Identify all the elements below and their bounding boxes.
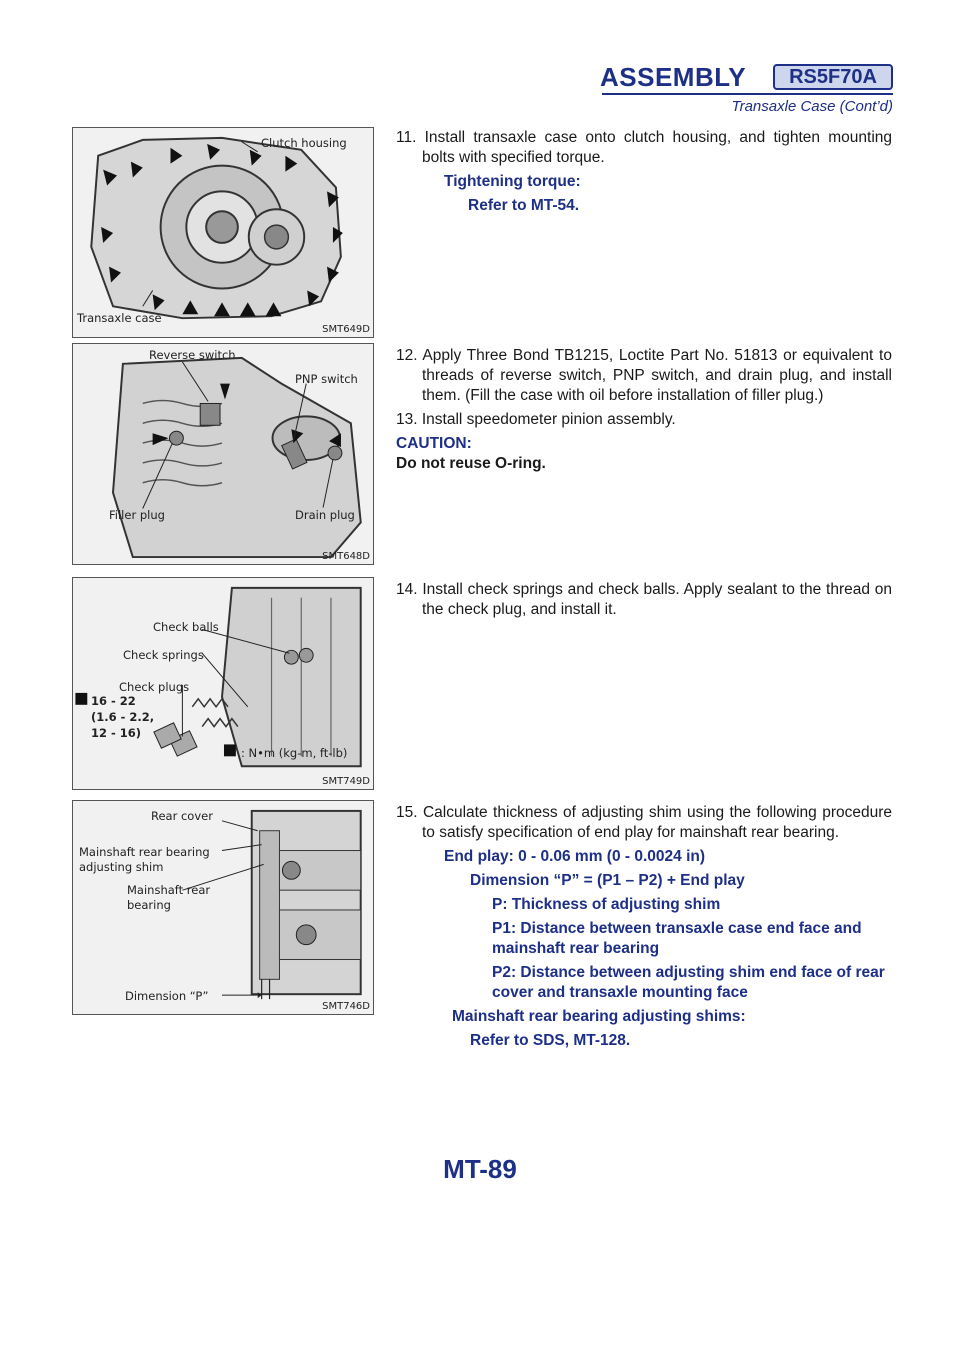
label-adjusting-shim-2: adjusting shim	[79, 860, 164, 874]
label-dimension-p: Dimension “P”	[125, 989, 209, 1003]
step-13-text: 13. Install speedometer pinion assembly.	[396, 411, 676, 428]
step-11-spec-value: Refer to MT-54.	[468, 197, 580, 214]
dimension-p-formula: Dimension “P” = (P1 – P2) + End play	[470, 872, 745, 889]
shims-label: Mainshaft rear bearing adjusting shims:	[452, 1008, 746, 1025]
page-header	[0, 60, 960, 116]
label-reverse-switch: Reverse switch	[149, 348, 236, 362]
label-pnp-switch: PNP switch	[295, 372, 358, 386]
label-transaxle-case: Transaxle case	[77, 311, 162, 325]
step-12-text: 12. Apply Three Bond TB1215, Loctite Part No. 51813 or equivalent to threads of reverse switch, PNP switch, and drain plug, and install them. (Fill the case with oil before installation of filler plug.)	[396, 347, 892, 404]
rear-bearing-shim-illustration	[73, 801, 373, 1014]
label-filler-plug: Filler plug	[109, 508, 165, 522]
section-subtitle: Transaxle Case (Cont’d)	[731, 98, 893, 115]
torque-spec-line-2: (1.6 - 2.2,	[91, 710, 155, 724]
p-definition: P: Thickness of adjusting shim	[492, 896, 721, 913]
transaxle-case-illustration	[73, 128, 373, 337]
model-code-badge: RS5F70A	[773, 64, 893, 90]
section-title: ASSEMBLY	[600, 62, 747, 92]
p2-definition: P2: Distance between adjusting shim end face of rear cover and transaxle mounting face	[492, 964, 885, 1001]
label-check-balls: Check balls	[153, 620, 219, 634]
torque-spec-line-1: 16 - 22	[91, 694, 136, 708]
figure-transaxle-case	[72, 127, 374, 338]
figure-code: SMT649D	[322, 324, 370, 335]
label-rear-cover: Rear cover	[151, 809, 213, 823]
figure-code: SMT749D	[322, 776, 370, 787]
step-14-text: 14. Install check springs and check balls. Apply sealant to the thread on the check plug, and install it.	[396, 581, 892, 618]
step-12-13-block	[396, 346, 892, 474]
step-14-block	[396, 580, 892, 624]
step-11-block	[396, 128, 892, 220]
step-11-text: 11. Install transaxle case onto clutch housing, and tighten mounting bolts with specified torque.	[396, 129, 892, 166]
label-check-plugs: Check plugs	[119, 680, 190, 694]
label-adjusting-shim-1: Mainshaft rear bearing	[79, 845, 210, 859]
end-play-spec: End play: 0 - 0.06 mm (0 - 0.0024 in)	[444, 848, 706, 865]
figure-switches-plugs	[72, 343, 374, 565]
p1-definition: P1: Distance between transaxle case end face and mainshaft rear bearing	[492, 920, 862, 957]
torque-spec-line-3: 12 - 16)	[91, 726, 142, 740]
figure-rear-bearing-shim	[72, 800, 374, 1015]
label-clutch-housing: Clutch housing	[261, 136, 347, 150]
caution-text: Do not reuse O-ring.	[396, 455, 546, 472]
label-drain-plug: Drain plug	[295, 508, 355, 522]
shims-reference: Refer to SDS, MT-128.	[470, 1032, 631, 1049]
header-rule	[602, 93, 893, 95]
torque-unit-legend: : N•m (kg-m, ft-lb)	[241, 746, 348, 760]
figure-check-plugs	[72, 577, 374, 790]
label-rear-bearing-2: bearing	[127, 898, 171, 912]
caution-label: CAUTION:	[396, 435, 472, 452]
step-15-block	[396, 803, 892, 1055]
label-rear-bearing-1: Mainshaft rear	[127, 883, 211, 897]
figure-code: SMT746D	[322, 1001, 370, 1012]
page-number: MT-89	[443, 1154, 517, 1184]
figure-code: SMT648D	[322, 551, 370, 562]
step-11-spec-label: Tightening torque:	[444, 173, 581, 190]
step-15-text: 15. Calculate thickness of adjusting shim using the following procedure to satisfy specification of end play for mainshaft rear bearing.	[396, 804, 892, 841]
label-check-springs: Check springs	[123, 648, 204, 662]
